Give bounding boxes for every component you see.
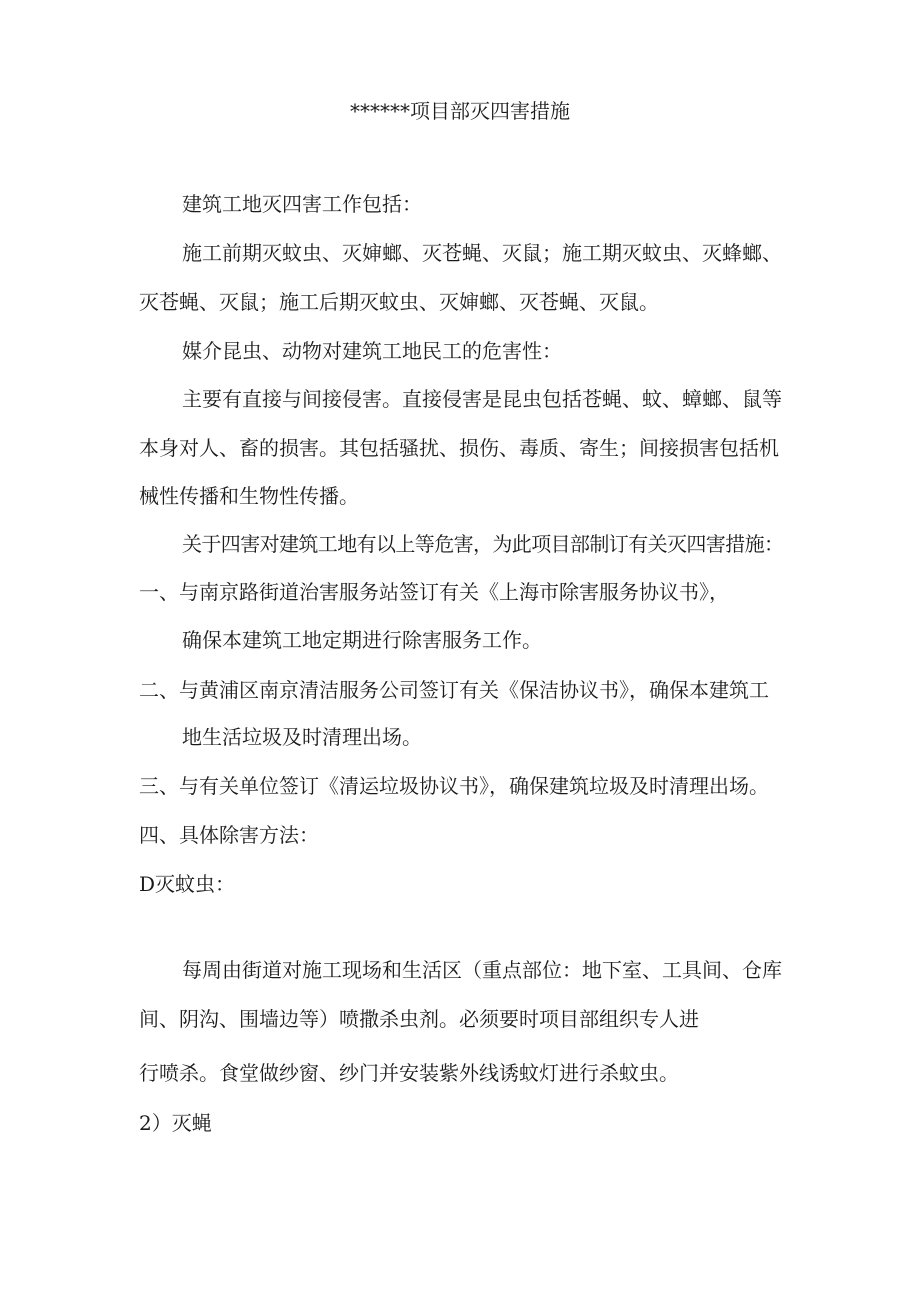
- subsection-2-label: 2）灭蝇: [139, 1111, 212, 1135]
- item-2-line-1: 二、与黄浦区南京清洁服务公司签订有关《保洁协议书》，确保本建筑工: [139, 678, 769, 702]
- item-1-line-2: 确保本建筑工地定期进行除害服务工作。: [182, 628, 542, 652]
- harm-line-3: 械性传播和生物性传播。: [139, 484, 359, 508]
- subsection-1-label: D灭蚊虫：: [139, 872, 236, 896]
- subsection-1-line-1: 每周由街道对施工现场和生活区（重点部位：地下室、工具间、仓库: [182, 958, 782, 982]
- harm-line-2: 本身对人、畜的损害。其包括骚扰、损伤、毒质、寄生；间接损害包括机: [139, 436, 779, 460]
- item-3-line-1: 三、与有关单位签订《清运垃圾协议书》，确保建筑垃圾及时清理出场。: [139, 774, 769, 798]
- harm-line-1: 主要有直接与间接侵害。直接侵害是昆虫包括苍蝇、蚊、蟑螂、鼠等: [182, 387, 782, 411]
- intro-measures: 关于四害对建筑工地有以上等危害，为此项目部制订有关灭四害措施：: [182, 532, 784, 556]
- subsection-1-line-3: 行喷杀。食堂做纱窗、纱门并安装紫外线诱蚊灯进行杀蚊虫。: [139, 1061, 679, 1085]
- item-2-line-2: 地生活垃圾及时清理出场。: [182, 725, 422, 749]
- heading-scope: 建筑工地灭四害工作包括：: [182, 192, 422, 216]
- item-1-line-1: 一、与南京路街道治害服务站签订有关《上海市除害服务协议书》，: [139, 580, 729, 604]
- scope-line-1: 施工前期灭蚊虫、灭婶螂、灭苍蝇、灭鼠；施工期灭蚊虫、灭蜂螂、: [182, 241, 782, 265]
- document-title: ******项目部灭四害措施: [350, 99, 570, 123]
- item-4-line-1: 四、具体除害方法：: [139, 823, 319, 847]
- heading-harm: 媒介昆虫、动物对建筑工地民工的危害性：: [182, 339, 562, 363]
- scope-line-2: 灭苍蝇、灭鼠；施工后期灭蚊虫、灭婶螂、灭苍蝇、灭鼠。: [139, 290, 659, 314]
- subsection-1-line-2: 间、阴沟、围墙边等）喷撒杀虫剂。必须要时项目部组织专人进: [139, 1007, 699, 1031]
